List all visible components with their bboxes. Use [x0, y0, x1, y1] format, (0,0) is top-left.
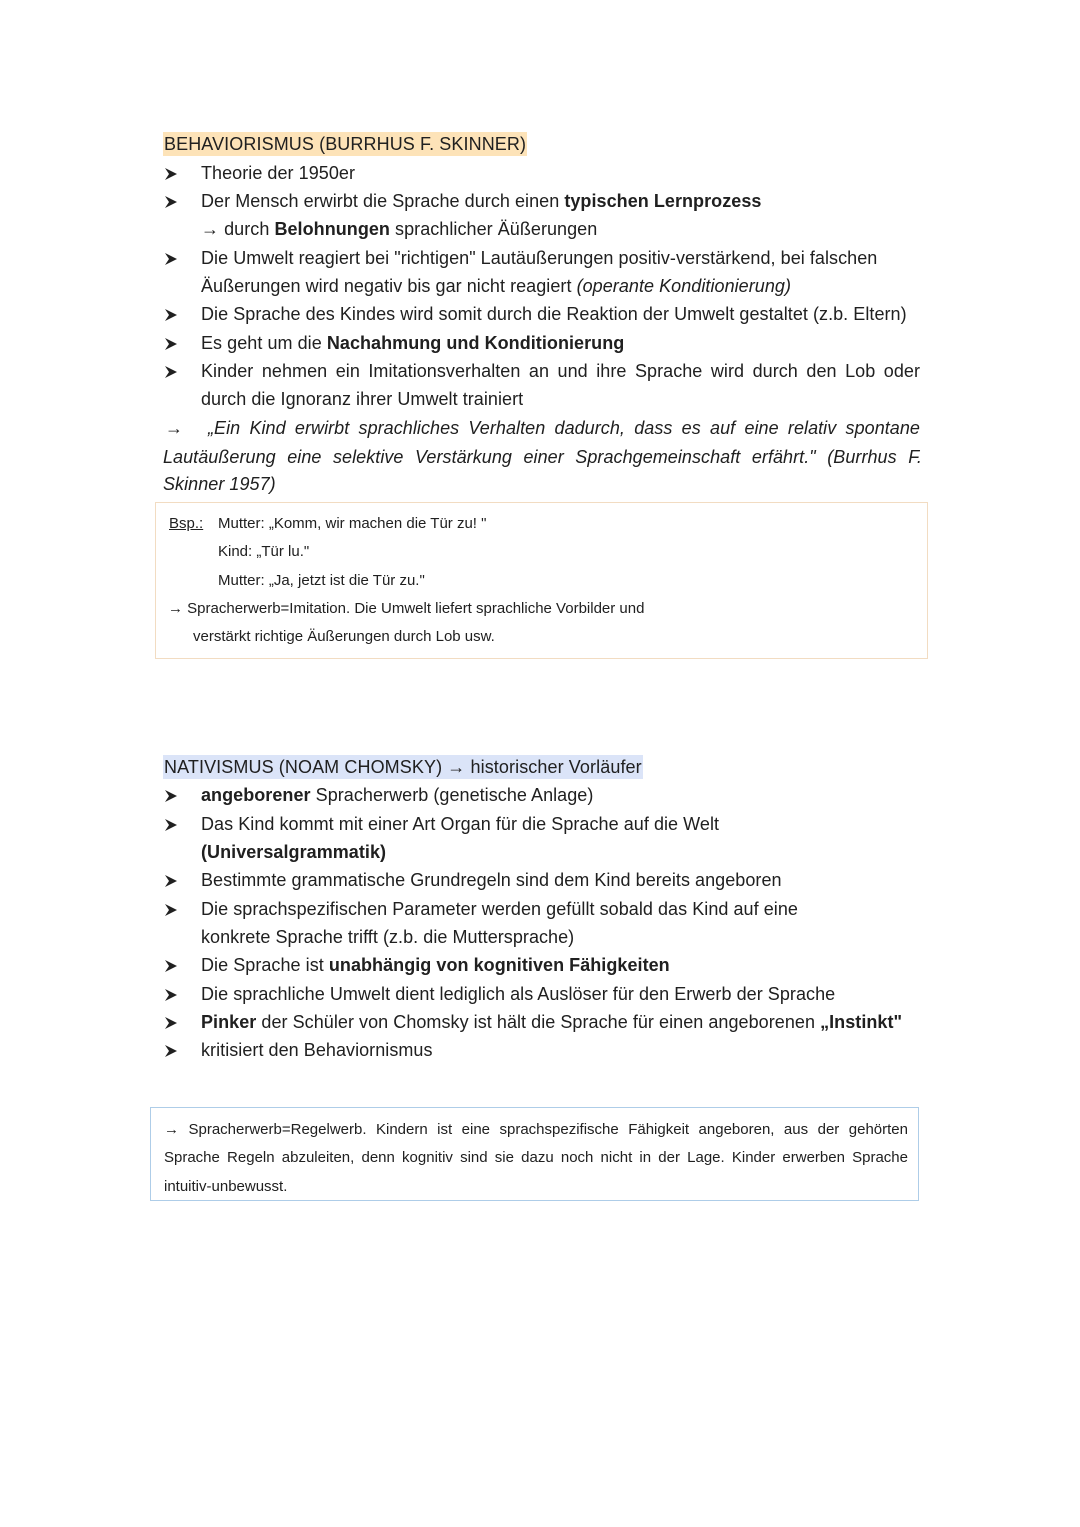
bullet-text-cont	[201, 275, 791, 297]
text-part: Äußerungen wird negativ bis gar nicht reagiert	[201, 276, 577, 296]
text-part: Es geht um die	[201, 333, 327, 353]
example-line: Mutter: „Komm, wir machen die Tür zu! "	[218, 515, 487, 532]
bullet-text-cont	[201, 841, 386, 863]
arrowhead-bullet-icon	[164, 195, 178, 209]
quote-line: Skinner 1957)	[163, 474, 276, 494]
arrowhead-bullet-icon	[164, 167, 178, 181]
bullet-text: kritisiert den Behaviornismus	[201, 1040, 433, 1060]
bold-text: angeborener	[201, 785, 311, 805]
summary-line: → Spracherwerb=Regelwerb. Kindern ist eine sprachspezifische Fähigkeit angeboren, aus der gehörten	[164, 1121, 908, 1138]
arrowhead-bullet-icon	[164, 959, 178, 973]
arrowhead-bullet-icon	[164, 789, 178, 803]
text-part: → durch	[201, 219, 275, 239]
bullet-text: Die sprachspezifischen Parameter werden gefüllt sobald das Kind auf eine	[201, 899, 798, 919]
bullet-text: Das Kind kommt mit einer Art Organ für die Sprache auf die Welt	[201, 814, 720, 834]
quote-line: Lautäußerung eine selektive Verstärkung einer Sprachgemeinschaft erfährt." (Burrhus F.	[163, 447, 922, 467]
bold-text: (Universalgrammatik)	[201, 842, 387, 862]
arrowhead-bullet-icon	[164, 818, 178, 832]
bullet-text: Die Umwelt reagiert bei "richtigen" Lautäußerungen positiv-verstärkend, bei falschen	[201, 248, 878, 268]
arrowhead-bullet-icon	[164, 1016, 178, 1030]
bullet-text	[201, 954, 670, 976]
example-line: → Spracherwerb=Imitation. Die Umwelt liefert sprachliche Vorbilder und	[168, 600, 645, 617]
bullet-text	[201, 1011, 902, 1033]
italic-text: (operante Konditionierung)	[576, 276, 792, 296]
summary-line: intuitiv-unbewusst.	[164, 1178, 288, 1195]
bullet-text: Die Sprache des Kindes wird somit durch die Reaktion der Umwelt gestaltet (z.b. Eltern)	[201, 304, 907, 324]
arrowhead-bullet-icon	[164, 337, 178, 351]
quote-arrow: →	[165, 418, 184, 438]
bold-text: unabhängig von kognitiven Fähigkeiten	[328, 955, 670, 975]
bullet-text-cont: durch die Ignoranz ihrer Umwelt trainiert	[201, 389, 524, 409]
example-line: Kind: „Tür lu."	[218, 543, 310, 560]
bold-text: Nachahmung und Konditionierung	[326, 333, 625, 353]
example-label	[169, 514, 203, 534]
quote-line: „Ein Kind erwirbt sprachliches Verhalten dadurch, dass es auf eine relativ spontane	[208, 418, 920, 438]
example-line: verstärkt richtige Äußerungen durch Lob usw.	[193, 628, 495, 645]
underlined-text: Bsp.:	[169, 515, 204, 532]
arrowhead-bullet-icon	[164, 988, 178, 1002]
summary-line: Sprache Regeln abzuleiten, denn kognitiv sind sie dazu noch nicht in der Lage. Kinder erwerben Sprache	[164, 1149, 908, 1166]
bullet-text: Theorie der 1950er	[201, 163, 355, 183]
arrowhead-bullet-icon	[164, 903, 178, 917]
bullet-text	[201, 784, 593, 806]
example-line: Mutter: „Ja, jetzt ist die Tür zu."	[218, 572, 425, 589]
arrowhead-bullet-icon	[164, 1044, 178, 1058]
bold-text: typischen Lernprozess	[564, 191, 762, 211]
text-part: sprachlicher Äüßerungen	[389, 219, 598, 239]
arrowhead-bullet-icon	[164, 365, 178, 379]
text-part: Spracherwerb (genetische Anlage)	[310, 785, 594, 805]
text-part: Die Sprache ist	[201, 955, 329, 975]
bullet-text: Die sprachliche Umwelt dient lediglich als Auslöser für den Erwerb der Sprache	[201, 984, 836, 1004]
arrowhead-bullet-icon	[164, 308, 178, 322]
bullet-text: Bestimmte grammatische Grundregeln sind dem Kind bereits angeboren	[201, 870, 782, 890]
arrowhead-bullet-icon	[164, 252, 178, 266]
bullet-text: Kinder nehmen ein Imitationsverhalten an und ihre Sprache wird durch den Lob oder	[201, 361, 920, 381]
bold-text: Belohnungen	[274, 219, 390, 239]
section-heading-nativismus: NATIVISMUS (NOAM CHOMSKY) → historischer Vorläufer	[164, 757, 642, 777]
sub-text	[201, 218, 597, 240]
bold-text: Pinker	[201, 1012, 257, 1032]
text-part: Der Mensch erwirbt die Sprache durch einen	[201, 191, 565, 211]
text-part: der Schüler von Chomsky ist hält die Sprache für einen angeborenen	[256, 1012, 821, 1032]
bullet-text	[201, 332, 624, 354]
bold-text: „Instinkt"	[820, 1012, 903, 1032]
arrowhead-bullet-icon	[164, 874, 178, 888]
section-heading-behaviorismus: BEHAVIORISMUS (BURRHUS F. SKINNER)	[164, 134, 527, 154]
bullet-text	[201, 190, 761, 212]
bullet-text-cont: konkrete Sprache trifft (z.b. die Muttersprache)	[201, 927, 575, 947]
